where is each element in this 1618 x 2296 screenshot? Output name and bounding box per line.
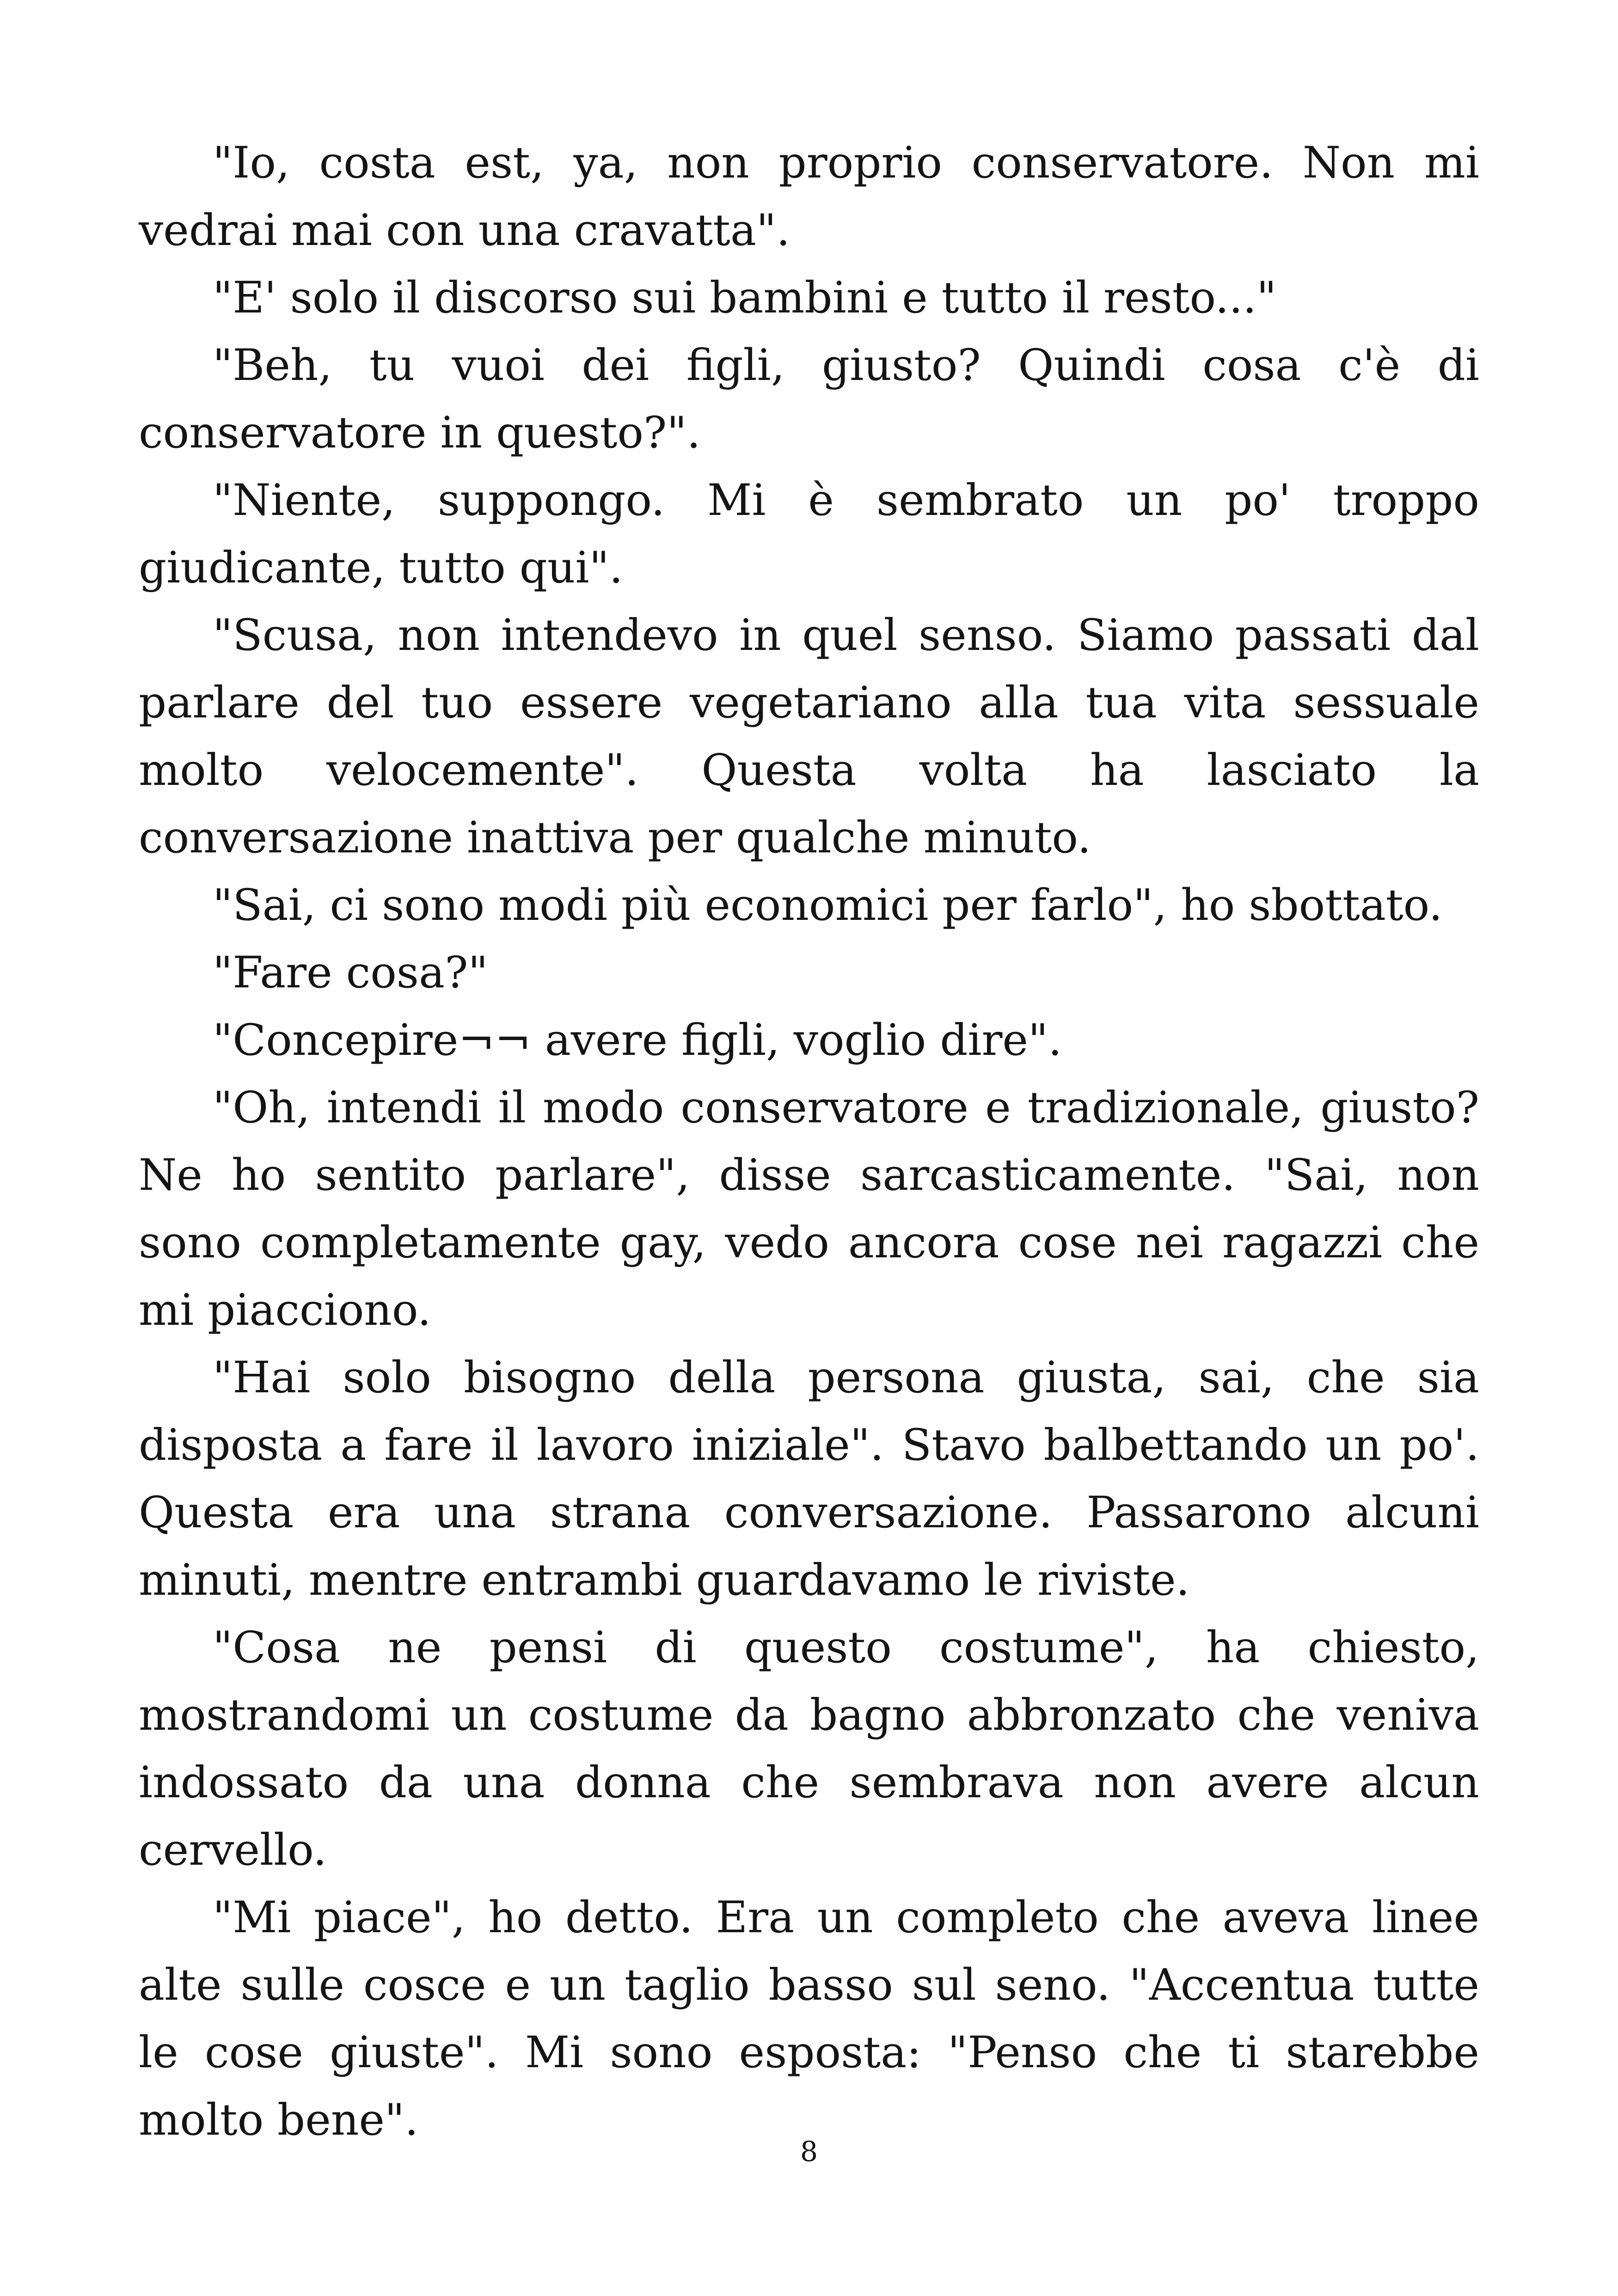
paragraph: "Scusa, non intendevo in quel senso. Siamo passati dal parlare del tuo essere vegetariano alla tua vita sessuale molto velocemente". Questa volta ha lasciato la conversazione inattiva per qualche minuto.	[139, 610, 1479, 863]
paragraph: "Hai solo bisogno della persona giusta, sai, che sia disposta a fare il lavoro iniziale". Stavo balbettando un po'. Questa era una strana conversazione. Passarono alcuni minuti, mentre entrambi guardavamo le riviste.	[139, 1353, 1479, 1605]
body-text	[139, 129, 1479, 2154]
paragraph: "Cosa ne pensi di questo costume", ha chiesto, mostrandomi un costume da bagno abbronzato che veniva indossato da una donna che sembrava non avere alcun cervello.	[139, 1623, 1479, 1875]
paragraph: "Concepire¬¬ avere figli, voglio dire".	[213, 1015, 1062, 1065]
paragraph: "Sai, ci sono modi più economici per farlo", ho sbottato.	[213, 880, 1443, 931]
paragraph: "Oh, intendi il modo conservatore e tradizionale, giusto? Ne ho sentito parlare", disse sarcasticamente. "Sai, non sono completamente gay, vedo ancora cose nei ragazzi che mi piacciono.	[139, 1083, 1479, 1335]
paragraph: "Fare cosa?"	[213, 948, 488, 998]
paragraph: "Io, costa est, ya, non proprio conservatore. Non mi vedrai mai con una cravatta".	[139, 138, 1479, 256]
paragraph: "E' solo il discorso sui bambini e tutto il resto..."	[213, 273, 1277, 323]
paragraph: "Beh, tu vuoi dei figli, giusto? Quindi cosa c'è di conservatore in questo?".	[139, 340, 1479, 458]
paragraph: "Niente, suppongo. Mi è sembrato un po' troppo giudicante, tutto qui".	[139, 475, 1479, 593]
paragraph: "Mi piace", ho detto. Era un completo che aveva linee alte sulle cosce e un taglio basso sul seno. "Accentua tutte le cose giuste". Mi sono esposta: "Penso che ti starebbe molto bene".	[139, 1892, 1479, 2145]
page-number: 8	[800, 2136, 818, 2168]
